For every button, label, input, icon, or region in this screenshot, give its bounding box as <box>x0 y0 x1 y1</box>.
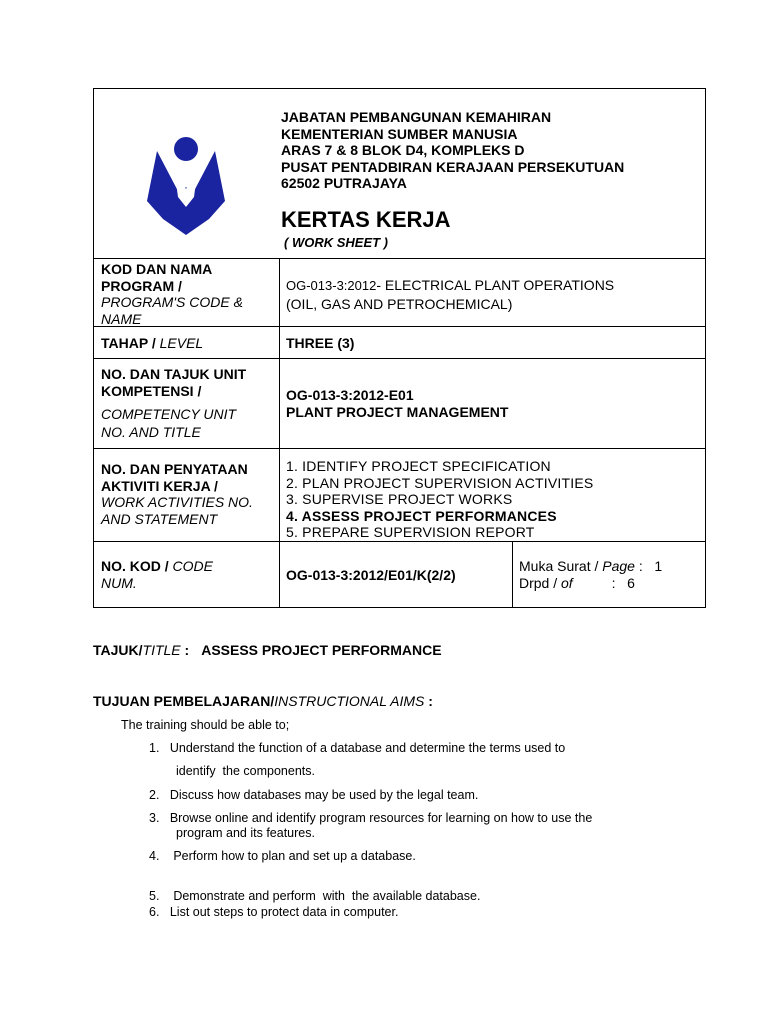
address-line: 62502 PUTRAJAYA <box>281 175 407 191</box>
unit-label-line: KOMPETENSI / <box>101 382 202 399</box>
activities-label-en-line: WORK ACTIVITIES NO. <box>101 494 253 510</box>
of-label: Drpd / <box>519 575 558 591</box>
program-label-line: PROGRAM / <box>101 277 182 294</box>
aims-intro: The training should be able to; <box>121 718 290 732</box>
unit-label-en-line: COMPETENCY UNIT <box>101 406 237 422</box>
activity-item-current: 4. ASSESS PROJECT PERFORMANCES <box>286 507 557 524</box>
total-pages: : 6 <box>572 575 635 591</box>
address-line: KEMENTERIAN SUMBER MANUSIA <box>281 125 518 142</box>
title-label-en: TITLE <box>142 642 181 658</box>
aims-sep: : <box>424 693 433 709</box>
unit-value <box>286 387 508 420</box>
level-label <box>101 335 203 352</box>
activities-label <box>101 461 253 527</box>
page-number: : 1 <box>634 558 663 574</box>
level-label-text: TAHAP / <box>101 335 156 351</box>
activity-item: 1. IDENTIFY PROJECT SPECIFICATION <box>286 458 551 474</box>
header-table <box>93 88 706 608</box>
activities-label-line: AKTIVITI KERJA / <box>101 477 218 494</box>
row-divider <box>94 258 705 259</box>
column-divider <box>279 258 280 608</box>
aim-item: 6. List out steps to protect data in computer. <box>149 905 399 919</box>
row-divider <box>94 541 705 542</box>
aim-item: 2. Discuss how databases may be used by the legal team. <box>149 788 479 802</box>
title-sep: : <box>180 642 190 658</box>
title-value: ASSESS PROJECT PERFORMANCE <box>201 642 442 658</box>
aim-item-continued: identify the components. <box>176 764 315 778</box>
row-divider <box>94 448 705 449</box>
level-label-en: LEVEL <box>155 335 204 351</box>
program-name-line: - ELECTRICAL PLANT OPERATIONS <box>376 277 615 293</box>
program-label-en-line: NAME <box>101 310 142 327</box>
address-line: ARAS 7 & 8 BLOK D4, KOMPLEKS D <box>281 142 525 158</box>
unit-label-en-line: NO. AND TITLE <box>101 424 201 440</box>
code-label-text: NO. KOD / <box>101 558 169 574</box>
program-label-en-line: PROGRAM'S CODE & <box>101 294 243 310</box>
aim-item-continued: program and its features. <box>176 826 315 840</box>
activities-list <box>286 458 593 541</box>
activities-label-line: NO. DAN PENYATAAN <box>101 461 248 477</box>
unit-code: OG-013-3:2012-E01 <box>286 387 414 403</box>
agency-address <box>281 109 624 192</box>
address-line: JABATAN PEMBANGUNAN KEMAHIRAN <box>281 109 552 125</box>
activity-item: 2. PLAN PROJECT SUPERVISION ACTIVITIES <box>286 474 594 491</box>
unit-label <box>101 366 246 441</box>
page-info <box>519 558 662 592</box>
aims-label-en: INSTRUCTIONAL AIMS <box>274 693 425 709</box>
of-label-en: of <box>557 575 573 591</box>
title-line <box>93 642 442 658</box>
column-divider <box>512 541 513 608</box>
aim-item: 1. Understand the function of a database and determine the terms used to <box>149 741 566 755</box>
program-label <box>101 261 243 327</box>
program-label-line: KOD DAN NAMA <box>101 261 213 277</box>
code-label <box>101 558 213 591</box>
program-value <box>286 276 614 313</box>
aim-item: 3. Browse online and identify program resources for learning on how to use the <box>149 811 593 825</box>
activity-item: 5. PREPARE SUPERVISION REPORT <box>286 524 535 540</box>
document-title: KERTAS KERJA <box>281 207 451 232</box>
page-label: Muka Surat / <box>519 558 599 574</box>
activities-label-en-line: AND STATEMENT <box>101 510 218 527</box>
page-label-en: Page <box>598 558 635 574</box>
aims-heading <box>93 693 433 709</box>
unit-label-line: NO. DAN TAJUK UNIT <box>101 366 247 382</box>
level-value: THREE (3) <box>286 335 355 351</box>
aim-item: 4. Perform how to plan and set up a database. <box>149 849 416 863</box>
aim-item: 5. Demonstrate and perform with the available database. <box>149 889 481 903</box>
title-label: TAJUK/ <box>93 642 143 658</box>
document-subtitle: ( WORK SHEET ) <box>284 235 388 250</box>
row-divider <box>94 358 705 359</box>
program-code: OG-013-3:2012 <box>286 278 377 293</box>
unit-title: PLANT PROJECT MANAGEMENT <box>286 403 509 420</box>
activity-item: 3. SUPERVISE PROJECT WORKS <box>286 491 513 507</box>
aims-label: TUJUAN PEMBELAJARAN/ <box>93 693 275 709</box>
code-label-en: CODE <box>168 558 214 574</box>
program-name-line: (OIL, GAS AND PETROCHEMICAL) <box>286 296 513 312</box>
address-line: PUSAT PENTADBIRAN KERAJAAN PERSEKUTUAN <box>281 158 625 175</box>
code-label-en-line: NUM. <box>101 574 137 591</box>
code-value: OG-013-3:2012/E01/K(2/2) <box>286 567 456 583</box>
agency-logo-icon <box>147 137 225 235</box>
